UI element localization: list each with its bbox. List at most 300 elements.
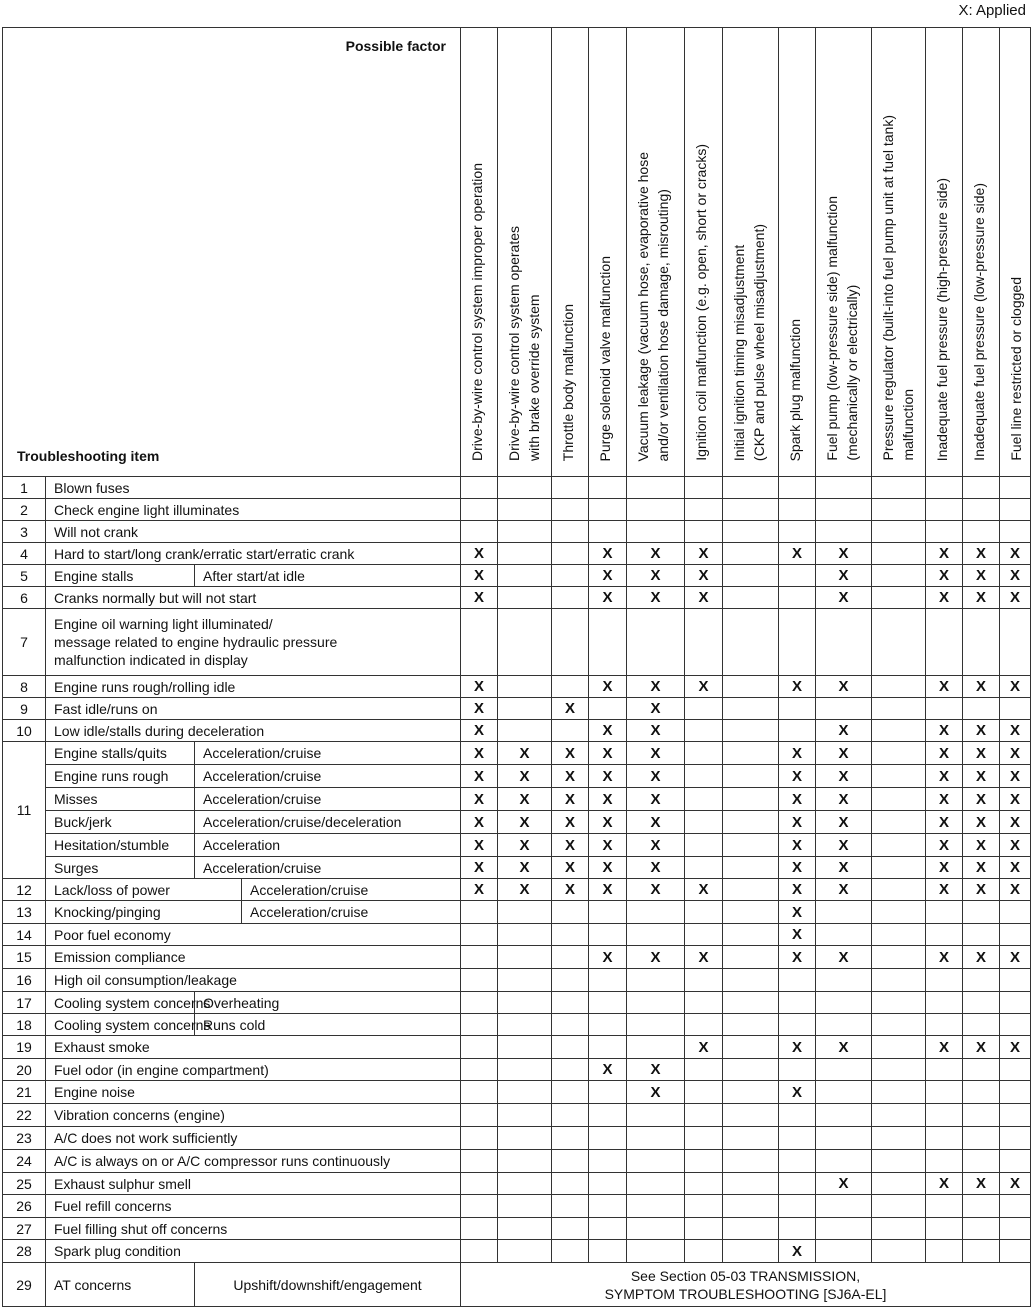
empty-cell xyxy=(461,901,498,924)
empty-cell xyxy=(498,565,552,587)
empty-cell xyxy=(779,609,816,676)
empty-cell xyxy=(723,1081,779,1104)
empty-cell xyxy=(589,1127,627,1150)
row-number: 22 xyxy=(3,1104,46,1127)
empty-cell xyxy=(723,765,779,788)
row-number: 11 xyxy=(3,742,46,879)
applied-mark: X xyxy=(1000,676,1031,698)
applied-mark: X xyxy=(461,834,498,857)
empty-cell xyxy=(1000,1104,1031,1127)
empty-cell xyxy=(685,1240,723,1263)
empty-cell xyxy=(779,720,816,742)
empty-cell xyxy=(872,1059,926,1081)
empty-cell xyxy=(589,1036,627,1059)
condition: Acceleration/cruise xyxy=(242,879,461,901)
applied-mark: X xyxy=(779,765,816,788)
empty-cell xyxy=(627,901,685,924)
table-row xyxy=(3,698,1031,720)
empty-cell xyxy=(779,587,816,609)
empty-cell xyxy=(627,1104,685,1127)
empty-cell xyxy=(963,499,1000,521)
empty-cell xyxy=(552,1036,589,1059)
applied-mark: X xyxy=(1000,788,1031,811)
applied-mark: X xyxy=(1000,587,1031,609)
row-number: 13 xyxy=(3,901,46,924)
row-number: 8 xyxy=(3,676,46,698)
empty-cell xyxy=(461,924,498,946)
applied-mark: X xyxy=(461,587,498,609)
empty-cell xyxy=(872,1218,926,1240)
empty-cell xyxy=(589,477,627,499)
table-body xyxy=(3,477,1031,1307)
empty-cell xyxy=(816,1059,872,1081)
legend: X: Applied xyxy=(958,2,1026,19)
table-row xyxy=(3,1104,1031,1127)
empty-cell xyxy=(685,1127,723,1150)
empty-cell xyxy=(461,1173,498,1195)
factor-label: Pressure regulator (built-into fuel pump unit at fuel tank) malfunction xyxy=(880,115,916,461)
empty-cell xyxy=(926,698,963,720)
applied-mark: X xyxy=(816,720,872,742)
applied-mark: X xyxy=(963,720,1000,742)
empty-cell xyxy=(461,1195,498,1218)
applied-mark: X xyxy=(779,543,816,565)
empty-cell xyxy=(685,1150,723,1173)
row-number: 12 xyxy=(3,879,46,901)
applied-mark: X xyxy=(685,676,723,698)
table-row xyxy=(3,924,1031,946)
factor-label: Fuel line restricted or clogged xyxy=(1008,277,1024,461)
empty-cell xyxy=(779,499,816,521)
empty-cell xyxy=(589,609,627,676)
applied-mark: X xyxy=(779,788,816,811)
table-row xyxy=(3,1240,1031,1263)
empty-cell xyxy=(926,1014,963,1036)
empty-cell xyxy=(627,1240,685,1263)
empty-cell xyxy=(589,1218,627,1240)
table-row xyxy=(3,1127,1031,1150)
empty-cell xyxy=(926,1059,963,1081)
empty-cell xyxy=(627,1127,685,1150)
empty-cell xyxy=(816,992,872,1014)
applied-mark: X xyxy=(779,1081,816,1104)
applied-mark: X xyxy=(498,879,552,901)
empty-cell xyxy=(589,924,627,946)
row-number: 1 xyxy=(3,477,46,499)
symptom-item: Engine stalls/quits xyxy=(46,742,195,765)
row-number: 3 xyxy=(3,521,46,543)
empty-cell xyxy=(723,698,779,720)
empty-cell xyxy=(685,788,723,811)
applied-mark: X xyxy=(461,879,498,901)
condition: Acceleration/cruise xyxy=(195,857,461,879)
applied-mark: X xyxy=(779,857,816,879)
empty-cell xyxy=(589,1173,627,1195)
empty-cell xyxy=(1000,1218,1031,1240)
empty-cell xyxy=(685,477,723,499)
empty-cell xyxy=(685,857,723,879)
applied-mark: X xyxy=(779,676,816,698)
applied-mark: X xyxy=(627,698,685,720)
empty-cell xyxy=(498,1014,552,1036)
empty-cell xyxy=(461,1014,498,1036)
applied-mark: X xyxy=(552,879,589,901)
empty-cell xyxy=(627,499,685,521)
empty-cell xyxy=(963,1014,1000,1036)
symptom-item: Poor fuel economy xyxy=(46,924,461,946)
applied-mark: X xyxy=(926,742,963,765)
empty-cell xyxy=(552,1240,589,1263)
empty-cell xyxy=(963,1240,1000,1263)
empty-cell xyxy=(926,969,963,992)
applied-mark: X xyxy=(963,1036,1000,1059)
empty-cell xyxy=(685,924,723,946)
table-row xyxy=(3,788,1031,811)
empty-cell xyxy=(685,1218,723,1240)
empty-cell xyxy=(498,477,552,499)
empty-cell xyxy=(963,1127,1000,1150)
empty-cell xyxy=(552,1059,589,1081)
symptom-item: Fuel refill concerns xyxy=(46,1195,461,1218)
table-row xyxy=(3,609,1031,676)
empty-cell xyxy=(723,1195,779,1218)
empty-cell xyxy=(498,1127,552,1150)
symptom-item: Emission compliance xyxy=(46,946,461,969)
empty-cell xyxy=(685,765,723,788)
empty-cell xyxy=(685,992,723,1014)
empty-cell xyxy=(589,1195,627,1218)
empty-cell xyxy=(627,1218,685,1240)
applied-mark: X xyxy=(1000,834,1031,857)
table-row xyxy=(3,811,1031,834)
row-number: 18 xyxy=(3,1014,46,1036)
empty-cell xyxy=(589,992,627,1014)
empty-cell xyxy=(723,587,779,609)
empty-cell xyxy=(723,992,779,1014)
factor-label: Drive-by-wire control system operates with brake override system xyxy=(506,226,542,461)
table-row xyxy=(3,1059,1031,1081)
applied-mark: X xyxy=(779,946,816,969)
applied-mark: X xyxy=(627,857,685,879)
empty-cell xyxy=(779,969,816,992)
empty-cell xyxy=(779,521,816,543)
empty-cell xyxy=(926,992,963,1014)
empty-cell xyxy=(552,1150,589,1173)
empty-cell xyxy=(779,1195,816,1218)
symptom-item: AT concerns xyxy=(46,1263,195,1307)
empty-cell xyxy=(723,1014,779,1036)
factor-label: Fuel pump (low-pressure side) malfunction (mechanically or electrically) xyxy=(824,196,860,461)
empty-cell xyxy=(498,1059,552,1081)
empty-cell xyxy=(723,521,779,543)
applied-mark: X xyxy=(926,543,963,565)
empty-cell xyxy=(461,1081,498,1104)
empty-cell xyxy=(779,698,816,720)
empty-cell xyxy=(1000,1081,1031,1104)
applied-mark: X xyxy=(1000,765,1031,788)
empty-cell xyxy=(685,1014,723,1036)
empty-cell xyxy=(723,499,779,521)
troubleshooting-table xyxy=(2,27,1031,1307)
empty-cell xyxy=(685,521,723,543)
applied-mark: X xyxy=(589,720,627,742)
applied-mark: X xyxy=(926,834,963,857)
applied-mark: X xyxy=(627,587,685,609)
empty-cell xyxy=(552,1104,589,1127)
empty-cell xyxy=(589,499,627,521)
empty-cell xyxy=(589,1081,627,1104)
empty-cell xyxy=(816,1195,872,1218)
applied-mark: X xyxy=(779,879,816,901)
empty-cell xyxy=(461,477,498,499)
symptom-item: Lack/loss of power xyxy=(46,879,242,901)
empty-cell xyxy=(872,1240,926,1263)
applied-mark: X xyxy=(926,765,963,788)
empty-cell xyxy=(872,521,926,543)
empty-cell xyxy=(816,969,872,992)
applied-mark: X xyxy=(589,857,627,879)
empty-cell xyxy=(872,565,926,587)
empty-cell xyxy=(963,1150,1000,1173)
factor-header xyxy=(498,28,552,477)
empty-cell xyxy=(1000,499,1031,521)
table-row xyxy=(3,969,1031,992)
applied-mark: X xyxy=(627,720,685,742)
empty-cell xyxy=(926,901,963,924)
empty-cell xyxy=(498,720,552,742)
reference-note: See Section 05-03 TRANSMISSION, SYMPTOM TROUBLESHOOTING [SJ6A-EL] xyxy=(461,1263,1031,1307)
empty-cell xyxy=(723,811,779,834)
condition: Runs cold xyxy=(195,1014,461,1036)
applied-mark: X xyxy=(498,765,552,788)
row-number: 24 xyxy=(3,1150,46,1173)
table-row xyxy=(3,587,1031,609)
applied-mark: X xyxy=(461,765,498,788)
empty-cell xyxy=(1000,924,1031,946)
empty-cell xyxy=(816,1127,872,1150)
empty-cell xyxy=(552,565,589,587)
empty-cell xyxy=(461,521,498,543)
applied-mark: X xyxy=(816,834,872,857)
applied-mark: X xyxy=(589,788,627,811)
table-row xyxy=(3,1263,1031,1307)
applied-mark: X xyxy=(963,742,1000,765)
empty-cell xyxy=(926,1195,963,1218)
table-row xyxy=(3,565,1031,587)
empty-cell xyxy=(498,1036,552,1059)
condition: After start/at idle xyxy=(195,565,461,587)
empty-cell xyxy=(461,499,498,521)
empty-cell xyxy=(685,1081,723,1104)
empty-cell xyxy=(926,499,963,521)
applied-mark: X xyxy=(461,565,498,587)
row-number: 2 xyxy=(3,499,46,521)
empty-cell xyxy=(498,924,552,946)
applied-mark: X xyxy=(589,834,627,857)
empty-cell xyxy=(723,1240,779,1263)
empty-cell xyxy=(779,1150,816,1173)
applied-mark: X xyxy=(461,742,498,765)
applied-mark: X xyxy=(779,1036,816,1059)
empty-cell xyxy=(627,1195,685,1218)
empty-cell xyxy=(872,609,926,676)
applied-mark: X xyxy=(963,1173,1000,1195)
empty-cell xyxy=(627,521,685,543)
empty-cell xyxy=(816,1240,872,1263)
row-number: 23 xyxy=(3,1127,46,1150)
empty-cell xyxy=(872,765,926,788)
empty-cell xyxy=(723,1150,779,1173)
row-number: 4 xyxy=(3,543,46,565)
empty-cell xyxy=(963,698,1000,720)
empty-cell xyxy=(723,609,779,676)
applied-mark: X xyxy=(1000,879,1031,901)
row-number: 25 xyxy=(3,1173,46,1195)
empty-cell xyxy=(723,543,779,565)
empty-cell xyxy=(552,901,589,924)
empty-cell xyxy=(926,609,963,676)
empty-cell xyxy=(685,901,723,924)
applied-mark: X xyxy=(779,834,816,857)
empty-cell xyxy=(872,1081,926,1104)
table-row xyxy=(3,720,1031,742)
condition: Acceleration xyxy=(195,834,461,857)
empty-cell xyxy=(779,477,816,499)
symptom-item: Knocking/pinging xyxy=(46,901,242,924)
table-row xyxy=(3,992,1031,1014)
condition: Acceleration/cruise xyxy=(195,788,461,811)
empty-cell xyxy=(963,924,1000,946)
applied-mark: X xyxy=(926,788,963,811)
condition: Acceleration/cruise xyxy=(242,901,461,924)
troubleshooting-item-label: Troubleshooting item xyxy=(17,448,160,464)
empty-cell xyxy=(872,1195,926,1218)
table-row xyxy=(3,1150,1031,1173)
applied-mark: X xyxy=(963,788,1000,811)
empty-cell xyxy=(872,992,926,1014)
empty-cell xyxy=(963,1059,1000,1081)
empty-cell xyxy=(461,946,498,969)
applied-mark: X xyxy=(627,1059,685,1081)
applied-mark: X xyxy=(589,765,627,788)
empty-cell xyxy=(816,521,872,543)
empty-cell xyxy=(685,609,723,676)
empty-cell xyxy=(461,609,498,676)
applied-mark: X xyxy=(589,587,627,609)
empty-cell xyxy=(498,698,552,720)
symptom-item: Cranks normally but will not start xyxy=(46,587,461,609)
row-number: 20 xyxy=(3,1059,46,1081)
factor-label: Vacuum leakage (vacuum hose, evaporative hose and/or ventilation hose damage, misrouting) xyxy=(635,151,671,461)
applied-mark: X xyxy=(627,765,685,788)
empty-cell xyxy=(589,521,627,543)
row-number: 15 xyxy=(3,946,46,969)
empty-cell xyxy=(1000,1150,1031,1173)
applied-mark: X xyxy=(926,1173,963,1195)
applied-mark: X xyxy=(461,698,498,720)
empty-cell xyxy=(461,1240,498,1263)
applied-mark: X xyxy=(685,543,723,565)
table-row xyxy=(3,901,1031,924)
factor-header xyxy=(552,28,589,477)
applied-mark: X xyxy=(926,565,963,587)
applied-mark: X xyxy=(963,587,1000,609)
table-row xyxy=(3,765,1031,788)
empty-cell xyxy=(872,901,926,924)
symptom-item: Will not crank xyxy=(46,521,461,543)
symptom-item: Exhaust smoke xyxy=(46,1036,461,1059)
empty-cell xyxy=(498,946,552,969)
empty-cell xyxy=(461,1127,498,1150)
applied-mark: X xyxy=(552,765,589,788)
empty-cell xyxy=(552,924,589,946)
applied-mark: X xyxy=(1000,720,1031,742)
empty-cell xyxy=(498,543,552,565)
table-row xyxy=(3,1218,1031,1240)
empty-cell xyxy=(1000,901,1031,924)
empty-cell xyxy=(1000,609,1031,676)
empty-cell xyxy=(816,1218,872,1240)
condition: Acceleration/cruise/deceleration xyxy=(195,811,461,834)
factor-label: Ignition coil malfunction (e.g. open, short or cracks) xyxy=(693,144,709,461)
applied-mark: X xyxy=(627,788,685,811)
empty-cell xyxy=(816,1104,872,1127)
empty-cell xyxy=(872,1173,926,1195)
empty-cell xyxy=(589,969,627,992)
symptom-item: Hesitation/stumble xyxy=(46,834,195,857)
empty-cell xyxy=(498,901,552,924)
applied-mark: X xyxy=(963,811,1000,834)
empty-cell xyxy=(816,901,872,924)
empty-cell xyxy=(779,1014,816,1036)
empty-cell xyxy=(723,879,779,901)
empty-cell xyxy=(963,1195,1000,1218)
empty-cell xyxy=(627,609,685,676)
empty-cell xyxy=(963,1104,1000,1127)
symptom-item: Cooling system concerns xyxy=(46,992,195,1014)
applied-mark: X xyxy=(627,834,685,857)
applied-mark: X xyxy=(461,720,498,742)
empty-cell xyxy=(1000,969,1031,992)
table-row xyxy=(3,879,1031,901)
empty-cell xyxy=(552,1014,589,1036)
symptom-item: Engine noise xyxy=(46,1081,461,1104)
empty-cell xyxy=(816,499,872,521)
empty-cell xyxy=(552,521,589,543)
empty-cell xyxy=(1000,1014,1031,1036)
empty-cell xyxy=(926,1240,963,1263)
table-row xyxy=(3,1195,1031,1218)
applied-mark: X xyxy=(779,901,816,924)
row-number: 27 xyxy=(3,1218,46,1240)
row-number: 29 xyxy=(3,1263,46,1307)
empty-cell xyxy=(872,587,926,609)
applied-mark: X xyxy=(685,879,723,901)
applied-mark: X xyxy=(627,565,685,587)
symptom-item: Misses xyxy=(46,788,195,811)
row-number: 16 xyxy=(3,969,46,992)
applied-mark: X xyxy=(926,946,963,969)
empty-cell xyxy=(461,1036,498,1059)
applied-mark: X xyxy=(816,1036,872,1059)
empty-cell xyxy=(816,1150,872,1173)
table-row xyxy=(3,1036,1031,1059)
empty-cell xyxy=(816,609,872,676)
empty-cell xyxy=(1000,1127,1031,1150)
factor-header xyxy=(779,28,816,477)
empty-cell xyxy=(872,676,926,698)
factor-header xyxy=(872,28,926,477)
